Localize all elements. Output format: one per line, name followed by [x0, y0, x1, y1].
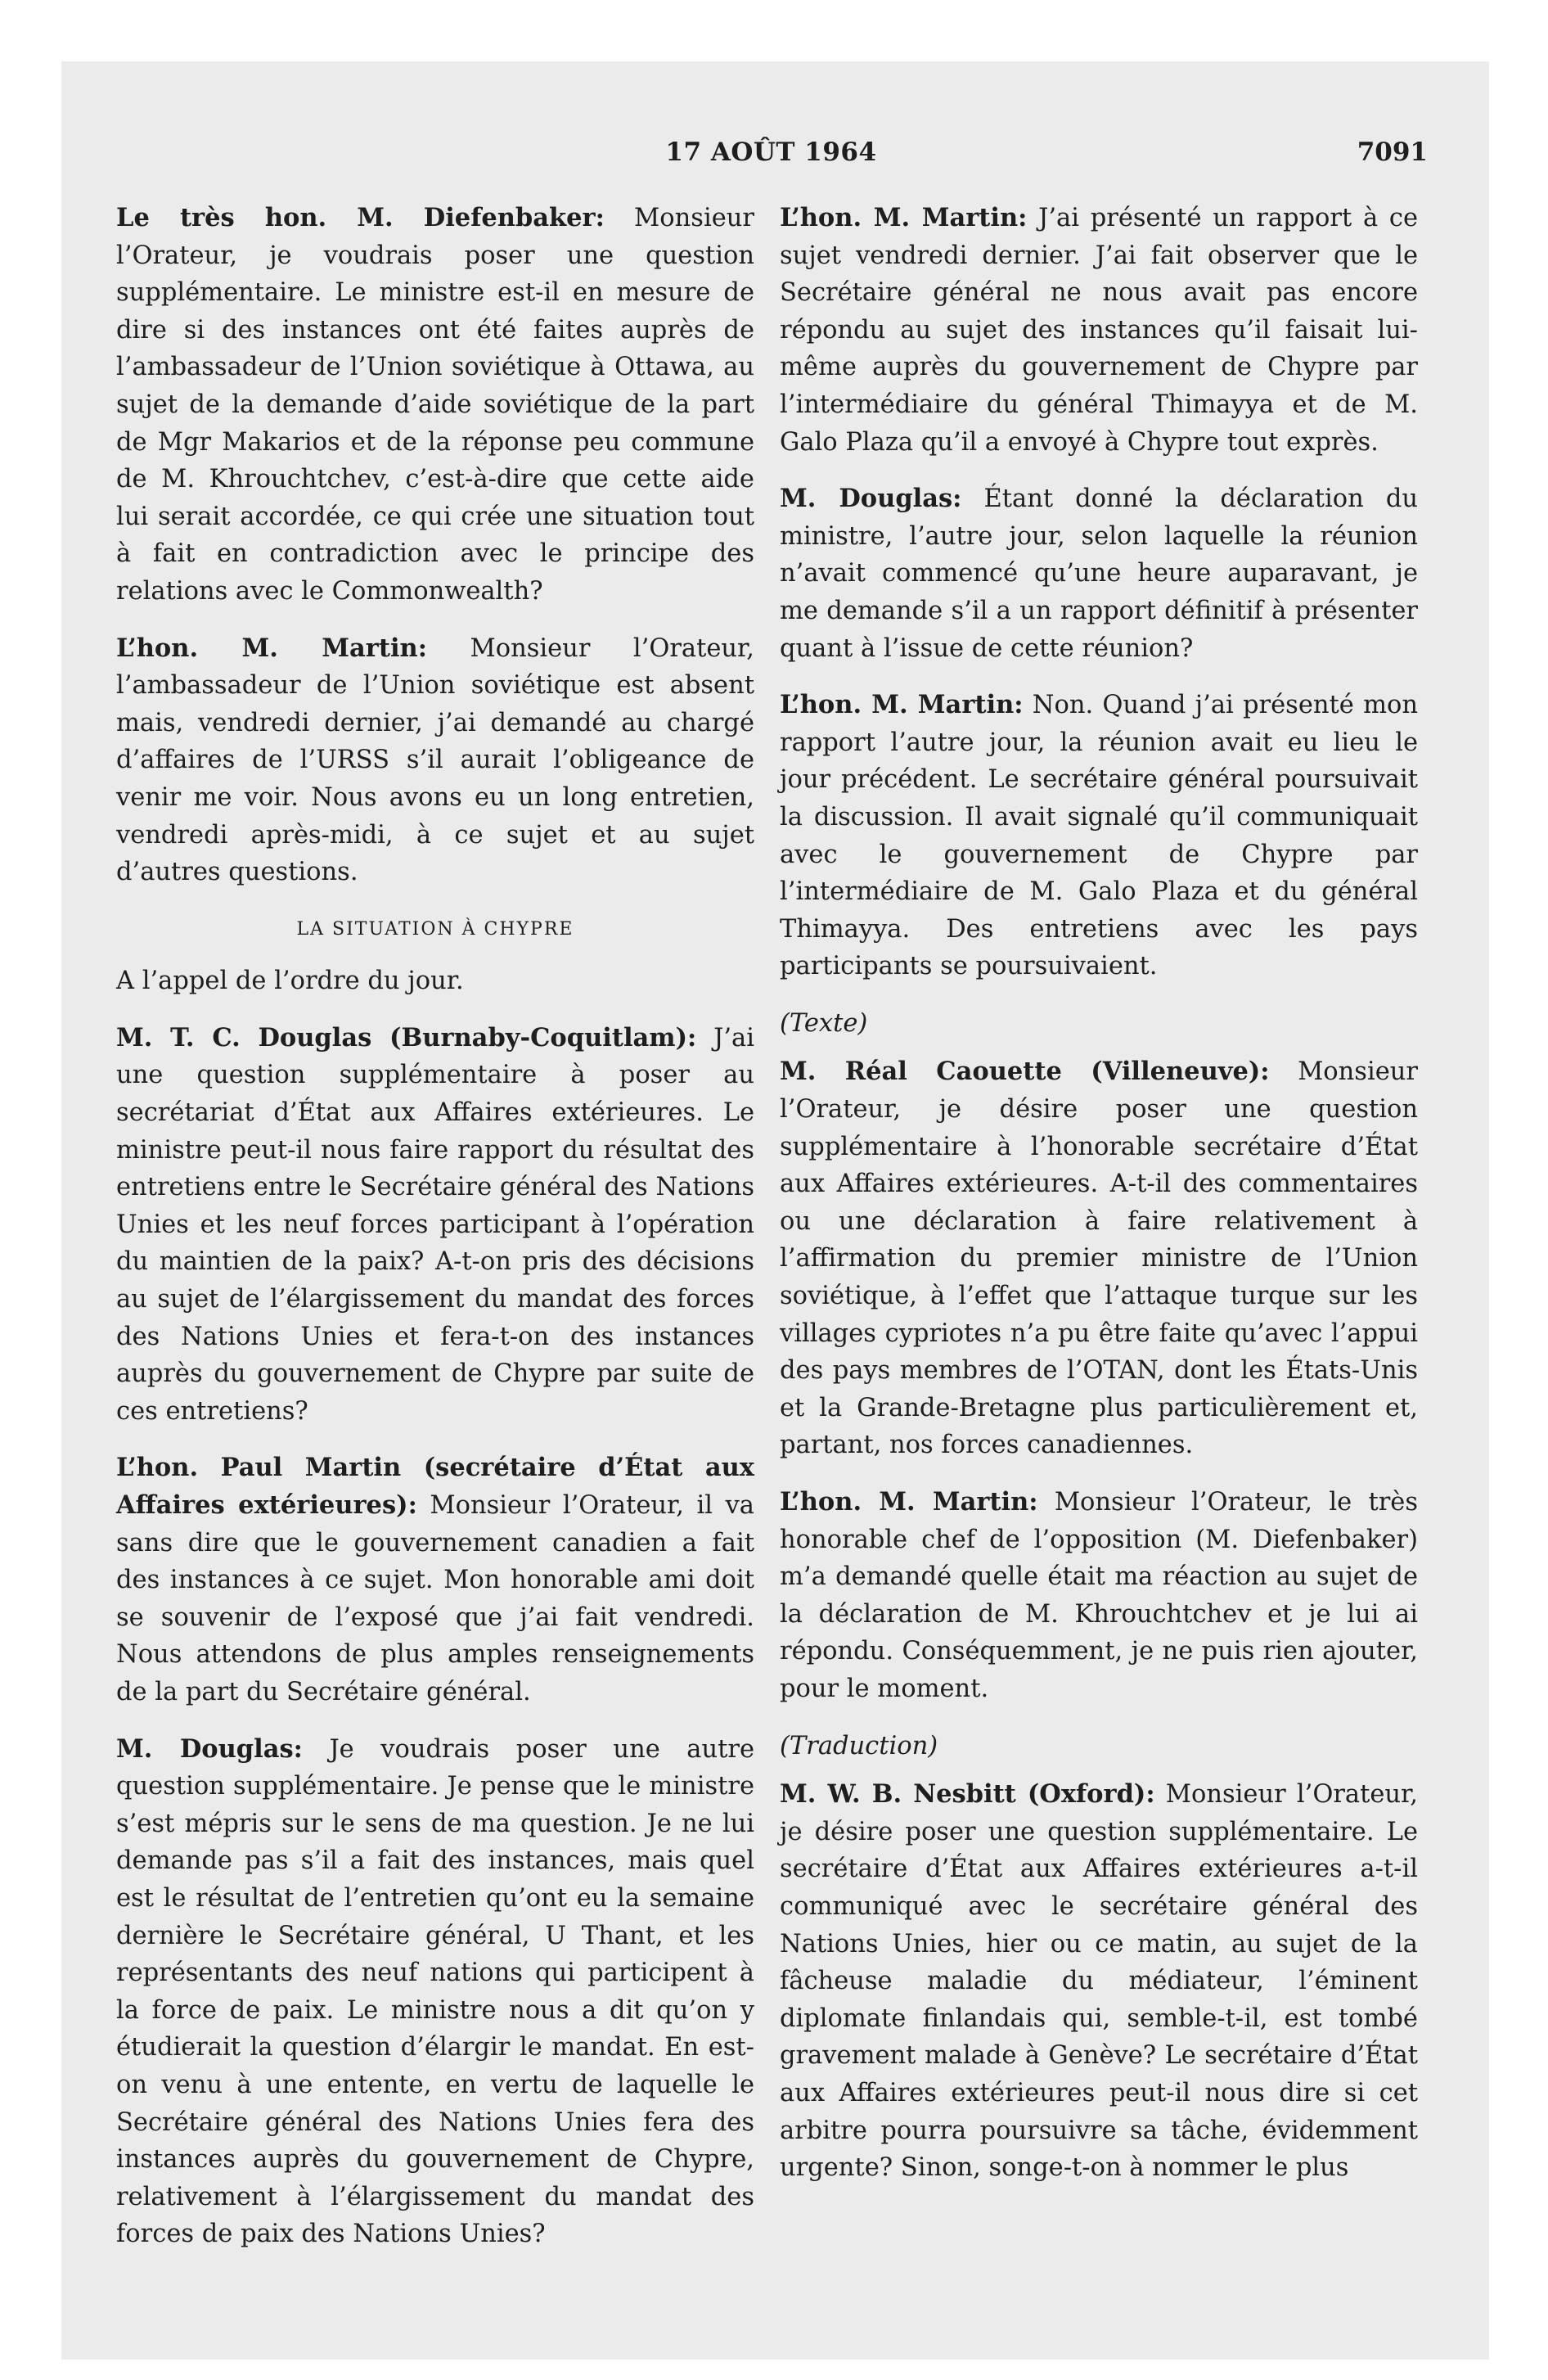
paragraph-douglas-question — [116, 1020, 754, 1431]
section-heading: LA SITUATION À CHYPRE — [296, 918, 574, 940]
speech-text: Étant donné la déclaration du ministre, l’autre jour, selon laquelle la réunion n’avait commencé qu’une heure auparavant, je me demande s’il a un rapport définitif à présenter quant à l’issue de cette réunion? — [780, 485, 1418, 663]
paragraph-order-of-day: A l’appel de l’ordre du jour. — [116, 967, 464, 996]
paragraph-diefenbaker-question — [116, 200, 754, 611]
paragraph-martin-report — [780, 200, 1418, 461]
speaker-name: Le très hon. M. Diefenbaker: — [116, 203, 605, 232]
paragraph-douglas-definitive — [780, 480, 1418, 667]
paragraph-martin-non — [780, 687, 1418, 985]
right-column — [780, 200, 1418, 2187]
page-header — [115, 137, 1428, 178]
speaker-name: M. Douglas: — [116, 1733, 303, 1764]
paragraph-paul-martin-reply — [116, 1449, 754, 1711]
language-marker-texte: (Texte) — [780, 1008, 868, 1038]
speech-text: J’ai présenté un rapport à ce sujet vendredi dernier. J’ai fait observer que le Secrétaire général ne nous avait pas encore répondu au sujet des instances qu’il faisait lui-même auprès du gouvernement de Chypre par l’intermédiaire du général Thimayya et de M. Galo Plaza qu’il a envoyé à Chypre tout exprès. — [780, 204, 1418, 457]
paragraph-douglas-followup — [116, 1731, 754, 2253]
speech-text: Monsieur l’Orateur, je voudrais poser une question supplémentaire. Le ministre est-il en mesure de dire si des instances ont été faites auprès de l’ambassadeur de l’Union soviétique à Ottawa, au sujet de la demande d’aide soviétique de la part de Mgr Makarios et de la réponse peu commune de M. Khrouchtchev, c’est-à-dire que cette aide lui serait accordée, ce qui crée une situation tout à fait en contradiction avec le principe des relations avec le Commonwealth? — [116, 204, 754, 606]
left-column — [116, 200, 754, 2253]
speaker-name: L’hon. Paul Martin (secrétaire d’État aux Affaires extérieures): — [116, 1453, 754, 1520]
paragraph-nesbitt-question — [780, 1776, 1418, 2187]
speaker-name: L’hon. M. Martin: — [780, 203, 1028, 232]
speech-text: J’ai une question supplémentaire à poser au secrétariat d’État aux Affaires extérieures. Le ministre peut-il nous faire rapport du résultat des entretiens entre le Secrétaire général des Nations Unies et les neuf forces participant à l’opération du maintien de la paix? A-t-on pris des décisions au sujet de l’élargissement du mandat des forces des Nations Unies et fera-t-on des instances auprès du gouvernement de Chypre par suite de ces entretiens? — [116, 1023, 754, 1426]
speaker-name: L’hon. M. Martin: — [780, 1487, 1038, 1517]
page-date: 17 AOÛT 1964 — [665, 137, 877, 167]
speaker-name: L’hon. M. Martin: — [116, 633, 427, 663]
speech-text: Monsieur l’Orateur, je désire poser une question supplémentaire à l’honorable secrétaire d’État aux Affaires extérieures. A-t-il des commentaires ou une déclaration à faire relativement à l’affirmation du premier ministre de l’Union soviétique, à l’effet que l’attaque turque sur les villages cypriotes n’a pu être faite qu’avec l’appui des pays membres de l’OTAN, dont les États-Unis et la Grande-Bretagne plus particulièrement et, partant, nos forces canadiennes. — [780, 1057, 1418, 1460]
speaker-name: M. Réal Caouette (Villeneuve): — [780, 1057, 1270, 1087]
speaker-name: M. W. B. Nesbitt (Oxford): — [780, 1779, 1155, 1810]
speech-text: Je voudrais poser une autre question supplémentaire. Je pense que le ministre s’est mépris sur le sens de ma question. Je ne lui demande pas s’il a fait des instances, mais quel est le résultat de l’entretien qu’ont eu la semaine dernière le Secrétaire général, U Thant, et les représentants des neuf nations qui participent à la force de paix. Le ministre nous a dit qu’on y étudierait la question d’élargir le mandat. En est-on venu à une entente, en vertu de laquelle le Secrétaire général des Nations Unies fera des instances auprès du gouvernement de Chypre, relativement à l’élargissement du mandat des forces de paix des Nations Unies? — [116, 1734, 755, 2249]
paragraph-caouette-question — [780, 1053, 1418, 1464]
speech-text: Monsieur l’Orateur, je désire poser une question supplémentaire. Le secrétaire d’État aux Affaires extérieures a-t-il communiqué avec le secrétaire général des Nations Unies, hier ou ce matin, au sujet de la fâcheuse maladie du médiateur, l’éminent diplomate finlandais qui, semble-t-il, est tombé gravement malade à Genève? Le secrétaire d’État aux Affaires extérieures peut-il nous dire si cet arbitre pourra poursuivre sa tâche, évidemment urgente? Sinon, songe-t-on à nommer le plus — [780, 1780, 1418, 2183]
paragraph-martin-reply — [116, 630, 754, 891]
language-marker-traduction: (Traduction) — [780, 1731, 938, 1760]
speaker-name: L’hon. M. Martin: — [780, 690, 1024, 720]
speech-text: Monsieur l’Orateur, l’ambassadeur de l’Union soviétique est absent mais, vendredi dernier, j’ai demandé au chargé d’affaires de l’URSS s’il aurait l’obligeance de venir me voir. Nous avons eu un long entretien, vendredi après-midi, à ce sujet et au sujet d’autres questions. — [116, 633, 754, 887]
speech-text: Monsieur l’Orateur, il va sans dire que le gouvernement canadien a fait des instances à ce sujet. Mon honorable ami doit se souvenir de l’exposé que j’ai fait vendredi. Nous attendons de plus amples renseignements de la part du Secrétaire général. — [116, 1491, 754, 1706]
speech-text: Non. Quand j’ai présenté mon rapport l’autre jour, la réunion avait eu lieu le jour précédent. Le secrétaire général poursuivait la discussion. Il avait signalé qu’il communiquait avec le gouvernement de Chypre par l’intermédiaire de M. Galo Plaza et du général Thimayya. Des entretiens avec les pays participants se poursuivaient. — [780, 691, 1419, 981]
speaker-name: M. T. C. Douglas (Burnaby-Coquitlam): — [116, 1022, 697, 1053]
paragraph-martin-khrouchtchev — [780, 1484, 1418, 1708]
speaker-name: M. Douglas: — [780, 484, 962, 514]
speech-text: Monsieur l’Orateur, le très honorable chef de l’opposition (M. Diefenbaker) m’a demandé quelle était ma réaction au sujet de la déclaration de M. Khrouchtchev et je lui ai répondu. Conséquemment, je ne puis rien ajouter, pour le moment. — [780, 1488, 1418, 1703]
page-number: 7091 — [1357, 137, 1428, 167]
